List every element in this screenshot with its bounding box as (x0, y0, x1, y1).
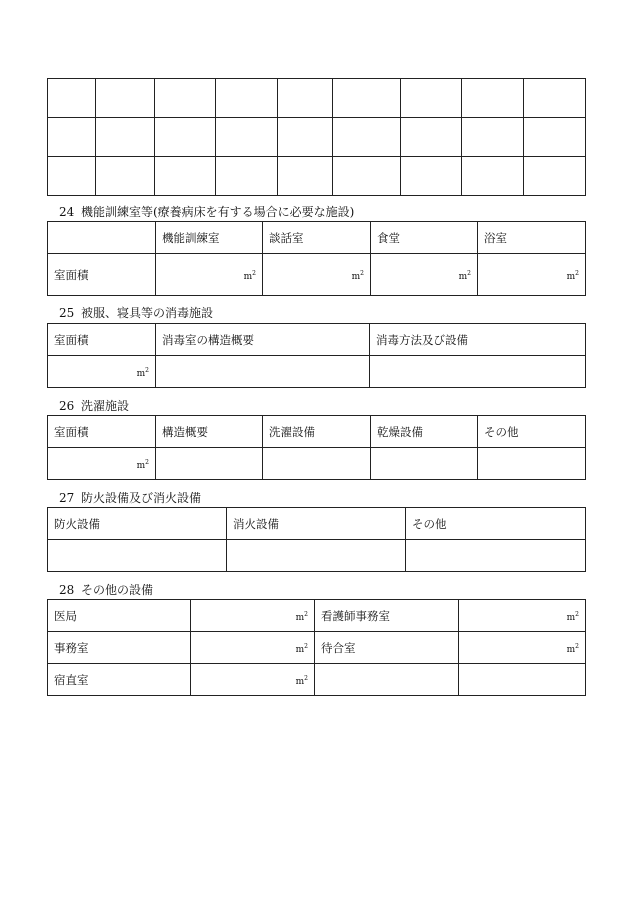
unit-label: $m^2$ (136, 458, 149, 471)
structure-summary-cell[interactable] (156, 356, 370, 388)
empty-cell[interactable] (524, 157, 586, 196)
section-title: 機能訓練室等(療養病床を有する場合に必要な施設) (81, 205, 355, 219)
section-number: 24 (59, 205, 75, 219)
fire-prevention-cell[interactable] (48, 540, 227, 572)
table-header-row (48, 222, 586, 254)
unit-label: $m^2$ (351, 269, 364, 282)
empty-cell[interactable] (333, 157, 401, 196)
section-26-table (47, 415, 586, 480)
section-title: 被服、寝具等の消毒施設 (81, 306, 214, 320)
area-cell-dining[interactable] (371, 254, 478, 296)
empty-cell[interactable] (278, 118, 333, 157)
empty-cell[interactable] (48, 79, 96, 118)
room-label: 宿直室 (48, 664, 191, 696)
table-row (48, 118, 586, 157)
empty-cell[interactable] (462, 118, 524, 157)
room-label: 医局 (48, 600, 191, 632)
header-cell: 構造概要 (156, 416, 263, 448)
table-header-row (48, 416, 586, 448)
row-label: 室面積 (48, 254, 156, 296)
header-cell: 談話室 (263, 222, 371, 254)
header-cell: 浴室 (478, 222, 586, 254)
header-cell: 機能訓練室 (156, 222, 263, 254)
structure-summary-cell[interactable] (156, 448, 263, 480)
unit-label: $m^2$ (295, 674, 308, 687)
table-row (48, 79, 586, 118)
header-cell: 室面積 (48, 324, 156, 356)
empty-cell[interactable] (48, 157, 96, 196)
empty-cell[interactable] (216, 157, 278, 196)
unit-label: $m^2$ (243, 269, 256, 282)
area-cell[interactable] (459, 632, 586, 664)
table-row (48, 356, 586, 388)
unit-label: $m^2$ (566, 610, 579, 623)
table-row (48, 448, 586, 480)
empty-cell[interactable] (401, 157, 462, 196)
section-26-heading (59, 397, 129, 414)
empty-cell[interactable] (96, 118, 155, 157)
drying-equipment-cell[interactable] (371, 448, 478, 480)
empty-cell[interactable] (462, 157, 524, 196)
fire-extinguishing-cell[interactable] (227, 540, 406, 572)
empty-cell[interactable] (155, 118, 216, 157)
header-cell: その他 (406, 508, 586, 540)
table-row (48, 600, 586, 632)
header-cell: 防火設備 (48, 508, 227, 540)
empty-cell[interactable] (333, 79, 401, 118)
unit-label: $m^2$ (295, 642, 308, 655)
header-cell: その他 (478, 416, 586, 448)
disinfection-method-cell[interactable] (370, 356, 586, 388)
table-row (48, 254, 586, 296)
empty-cell[interactable] (96, 157, 155, 196)
empty-cell[interactable] (216, 118, 278, 157)
empty-cell[interactable] (462, 79, 524, 118)
section-28-table (47, 599, 586, 696)
empty-cell[interactable] (333, 118, 401, 157)
table-row (48, 632, 586, 664)
section-24-heading (59, 203, 354, 220)
empty-cell[interactable] (216, 79, 278, 118)
header-cell: 乾燥設備 (371, 416, 478, 448)
other-cell[interactable] (478, 448, 586, 480)
top-empty-table (47, 78, 586, 196)
header-cell: 室面積 (48, 416, 156, 448)
area-cell[interactable] (459, 600, 586, 632)
table-row (48, 157, 586, 196)
section-number: 27 (59, 491, 75, 505)
area-cell-lounge[interactable] (263, 254, 371, 296)
other-cell[interactable] (406, 540, 586, 572)
area-cell[interactable] (191, 632, 315, 664)
empty-cell[interactable] (155, 157, 216, 196)
empty-cell[interactable] (401, 118, 462, 157)
table-row (48, 664, 586, 696)
area-cell[interactable] (191, 600, 315, 632)
area-cell[interactable] (191, 664, 315, 696)
area-cell-bath[interactable] (478, 254, 586, 296)
header-cell: 消火設備 (227, 508, 406, 540)
section-title: 洗濯施設 (81, 399, 130, 413)
empty-cell[interactable] (96, 79, 155, 118)
header-cell: 洗濯設備 (263, 416, 371, 448)
section-number: 26 (59, 399, 75, 413)
room-label (315, 664, 459, 696)
header-cell: 消毒方法及び設備 (370, 324, 586, 356)
section-27-table (47, 507, 586, 572)
area-cell-functional-training[interactable] (156, 254, 263, 296)
empty-cell[interactable] (278, 157, 333, 196)
unit-label: $m^2$ (566, 642, 579, 655)
table-row (48, 540, 586, 572)
washing-equipment-cell[interactable] (263, 448, 371, 480)
section-number: 25 (59, 306, 75, 320)
header-cell (48, 222, 156, 254)
room-label: 看護師事務室 (315, 600, 459, 632)
empty-cell[interactable] (524, 79, 586, 118)
area-cell[interactable] (48, 356, 156, 388)
section-24-table (47, 221, 586, 296)
section-number: 28 (59, 583, 75, 597)
section-title: その他の設備 (81, 583, 154, 597)
empty-cell[interactable] (155, 79, 216, 118)
unit-label: $m^2$ (136, 366, 149, 379)
empty-cell[interactable] (459, 664, 586, 696)
unit-label: $m^2$ (458, 269, 471, 282)
empty-cell[interactable] (524, 118, 586, 157)
header-cell: 消毒室の構造概要 (156, 324, 370, 356)
section-27-heading (59, 489, 201, 506)
section-title: 防火設備及び消火設備 (81, 491, 202, 505)
empty-cell[interactable] (48, 118, 96, 157)
room-label: 事務室 (48, 632, 191, 664)
table-header-row (48, 508, 586, 540)
empty-cell[interactable] (401, 79, 462, 118)
empty-cell[interactable] (278, 79, 333, 118)
area-cell[interactable] (48, 448, 156, 480)
unit-label: $m^2$ (566, 269, 579, 282)
header-cell: 食堂 (371, 222, 478, 254)
room-label: 待合室 (315, 632, 459, 664)
section-25-heading (59, 304, 213, 321)
table-header-row (48, 324, 586, 356)
section-28-heading (59, 581, 153, 598)
section-25-table (47, 323, 586, 388)
unit-label: $m^2$ (295, 610, 308, 623)
